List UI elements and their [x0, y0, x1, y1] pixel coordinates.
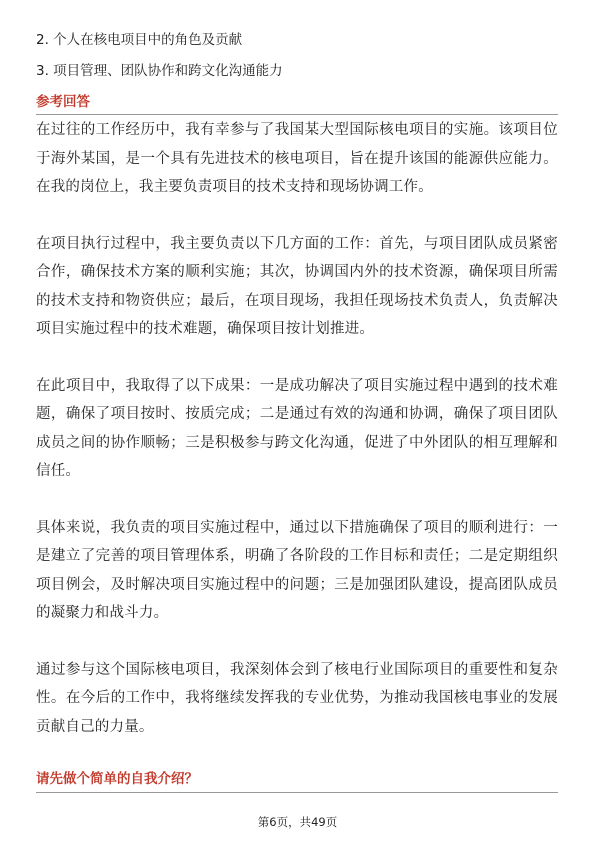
question-divider: [36, 792, 558, 793]
next-question: 请先做个简单的自我介绍？: [36, 771, 198, 787]
answer-heading: 参考回答: [36, 94, 90, 110]
answer-paragraph-1: 在过往的工作经历中，我有幸参与了我国某大型国际核电项目的实施。该项目位于海外某国，是一个具有先进技术的核电项目，旨在提升该国的能源供应能力。在我的岗位上，我主要负责项目的技术支持和现场协调工作。: [36, 122, 558, 195]
answer-paragraph-5: 通过参与这个国际核电项目，我深刻体会到了核电行业国际项目的重要性和复杂性。在今后的工作中，我将继续发挥我的专业优势，为推动我国核电事业的发展贡献自己的力量。: [36, 661, 558, 735]
outline-item-2: 2. 个人在核电项目中的角色及贡献: [36, 32, 243, 48]
page-footer: 第6页，共49页: [257, 815, 338, 829]
page-content: [36, 30, 558, 793]
answer-paragraph-3: 在此项目中，我取得了以下成果：一是成功解决了项目实施过程中遇到的技术难题，确保了项目按时、按质完成；二是通过有效的沟通和协调，确保了项目团队成员之间的协作顺畅；三是积极参与跨文化沟通，促进了中外团队的相互理解和信任。: [36, 377, 558, 479]
answer-paragraph-4: 具体来说，我负责的项目实施过程中，通过以下措施确保了项目的顺利进行：一是建立了完善的项目管理体系，明确了各阶段的工作目标和责任；二是定期组织项目例会，及时解决项目实施过程中的问题；三是加强团队建设，提高团队成员的凝聚力和战斗力。: [36, 519, 558, 621]
answer-paragraph-2: 在项目执行过程中，我主要负责以下几方面的工作：首先，与项目团队成员紧密合作，确保技术方案的顺利实施；其次，协调国内外的技术资源，确保项目所需的技术支持和物资供应；最后，在项目现场，我担任现场技术负责人，负责解决项目实施过程中的技术难题，确保项目按计划推进。: [36, 235, 558, 337]
outline-item-3: 3. 项目管理、团队协作和跨文化沟通能力: [36, 63, 283, 79]
heading-divider: [36, 114, 558, 115]
